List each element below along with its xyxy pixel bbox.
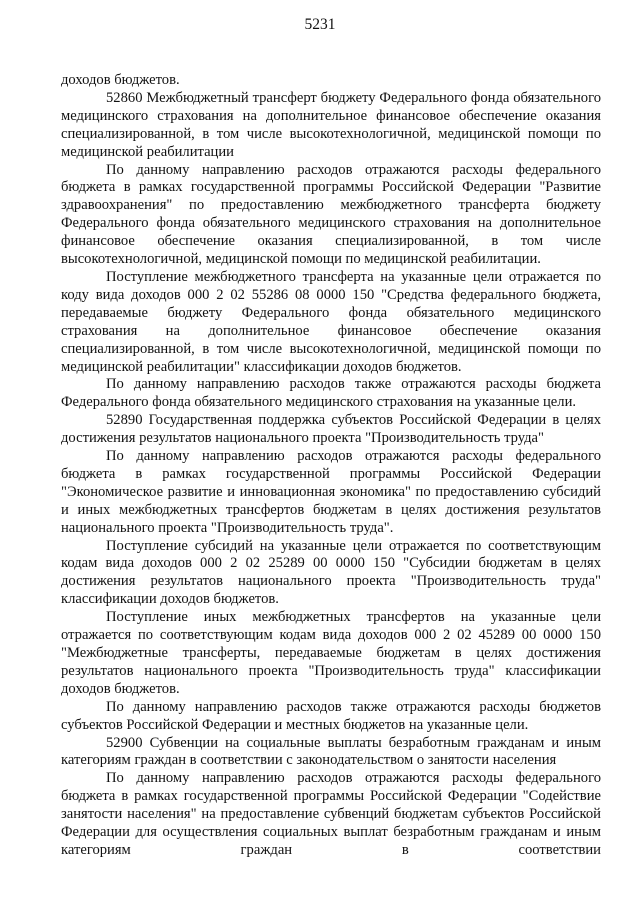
section-heading-52860: 52860 Межбюджетный трансферт бюджету Федерального фонда обязательного медицинского страхования на дополнительное финансовое обеспечение оказания специализированной, в том числе высокотехнологичной, медицинской помощи по медицинской реабилитации bbox=[61, 89, 601, 160]
paragraph: По данному направлению расходов также отражаются расходы бюджета Федерального фонда обязательного медицинского страхования на указанные цели. bbox=[61, 376, 601, 411]
paragraph: Поступление субсидий на указанные цели отражается по соответствующим кодам вида доходов 000 2 02 25289 00 0000 150 "Субсидии бюджетам в целях достижения результатов национального проекта "Производительность труда" классификации доходов бюджетов. bbox=[61, 537, 601, 608]
paragraph: По данному направлению расходов отражаются расходы федерального бюджета в рамках государственной программы Российской Федерации "Содействие занятости населения" на предоставление субвенций бюджетам субъектов Российской Федерации для осуществления социальных выплат безработным гражданам и иным категориям граждан в соответствии bbox=[61, 770, 601, 858]
section-heading-52900: 52900 Субвенции на социальные выплаты безработным гражданам и иным категориям граждан в соответствии с законодательством о занятости населения bbox=[61, 734, 601, 769]
paragraph: По данному направлению расходов отражаются расходы федерального бюджета в рамках государственной программы Российской Федерации "Экономическое развитие и инновационная экономика" по предоставлению субсидий и иных межбюджетных трансфертов бюджетам в целях достижения результатов национального проекта "Производительность труда". bbox=[61, 448, 601, 536]
paragraph: По данному направлению расходов также отражаются расходы бюджетов субъектов Российской Федерации и местных бюджетов на указанные цели. bbox=[61, 698, 601, 733]
paragraph: Поступление иных межбюджетных трансфертов на указанные цели отражается по соответствующим кодам вида доходов 000 2 02 45289 00 0000 150 "Межбюджетные трансферты, передаваемые бюджетам в целях достижения результатов национального проекта "Производительность труда" классификации доходов бюджетов. bbox=[61, 609, 601, 697]
paragraph: По данному направлению расходов отражаются расходы федерального бюджета в рамках государственной программы Российской Федерации "Развитие здравоохранения" по предоставлению межбюджетного трансферта бюджету Федерального фонда обязательного медицинского страхования на дополнительное финансовое обеспечение оказания специализированной, в том числе высокотехнологичной, медицинской помощи по медицинской реабилитации. bbox=[61, 161, 601, 268]
paragraph: Поступление межбюджетного трансферта на указанные цели отражается по коду вида доходов 000 2 02 55286 08 0000 150 "Средства федерального бюджета, передаваемые бюджету Федерального фонда обязательного медицинского страхования на дополнительное финансовое обеспечение оказания специализированной, в том числе высокотехнологичной, медицинской помощи по медицинской реабилитации" классификации доходов бюджетов. bbox=[61, 268, 601, 375]
section-heading-52890: 52890 Государственная поддержка субъектов Российской Федерации в целях достижения результатов национального проекта "Производительность труда" bbox=[61, 412, 601, 447]
page-number: 5231 bbox=[304, 16, 336, 33]
document-body bbox=[61, 72, 601, 860]
paragraph-continuation: доходов бюджетов. bbox=[61, 72, 180, 88]
